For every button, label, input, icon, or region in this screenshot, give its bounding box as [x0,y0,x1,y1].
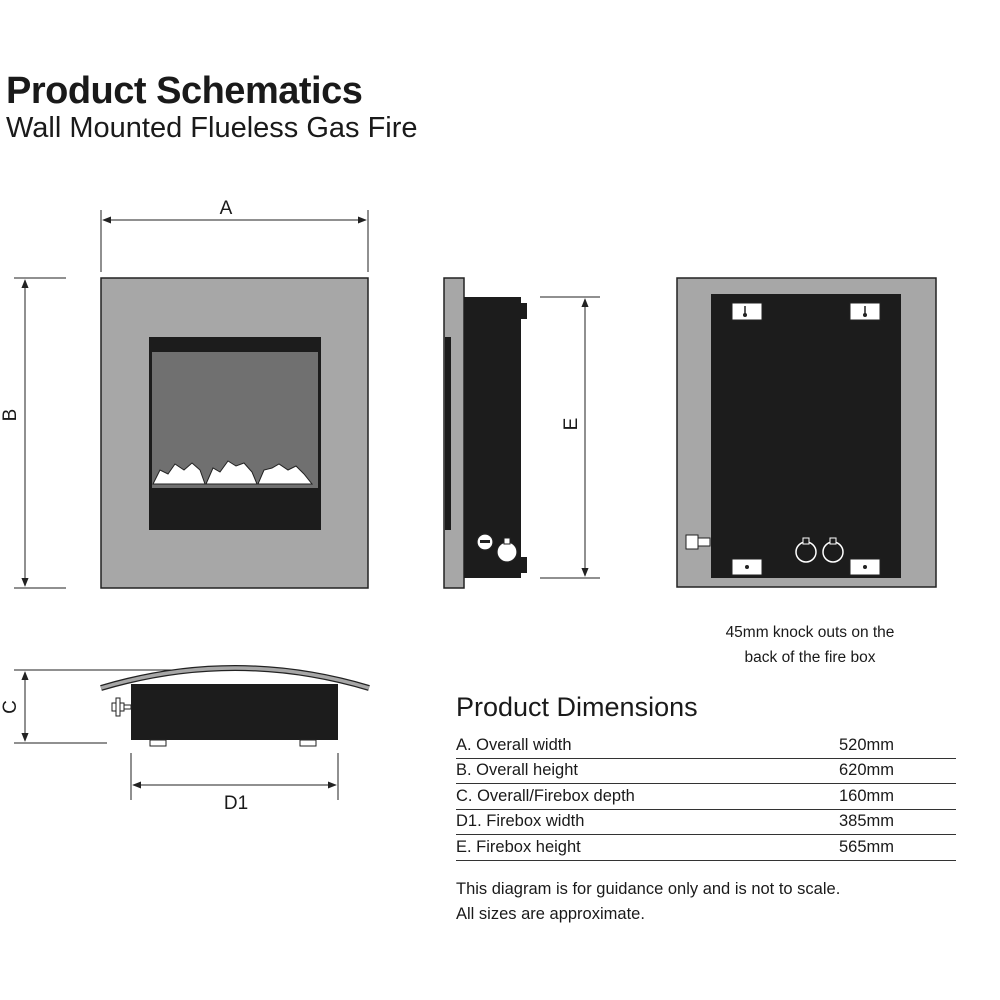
disclaimer-line2: All sizes are approximate. [456,905,645,923]
dimension-value: 160mm [758,784,956,810]
dimension-label: C. Overall/Firebox depth [456,784,758,810]
top-foot-right [300,740,316,746]
dimensions-table [456,733,956,861]
disclaimer [456,877,840,927]
dimension-label: E. Firebox height [456,835,758,861]
side-glass-edge [445,337,451,530]
label-b: B [0,408,21,422]
top-foot-left [150,740,166,746]
dimension-d1 [131,753,338,814]
back-firebox [711,294,901,578]
dimensions-title: Product Dimensions [456,692,698,722]
knockout-note [700,620,920,670]
dimension-value: 520mm [758,733,956,758]
dimension-e [540,297,600,578]
side-view [444,278,527,588]
back-gas-valve [686,535,698,549]
mount-bracket-top-left [732,303,762,320]
label-d1: D1 [223,793,249,814]
label-a: A [219,198,233,219]
dimension-label: B. Overall height [456,758,758,784]
side-bracket-bottom [521,557,527,573]
knockout-note-line2: back of the fire box [744,649,876,666]
dimension-label: A. Overall width [456,733,758,758]
top-firebox [131,684,338,740]
knockout-note-line1: 45mm knock outs on the [725,624,895,641]
label-c: C [0,700,21,714]
dimension-value: 565mm [758,835,956,861]
back-view [677,278,936,587]
dimension-label: D1. Firebox width [456,809,758,835]
page-subtitle: Wall Mounted Flueless Gas Fire [6,112,418,144]
side-bracket-top [521,303,527,319]
page-title: Product Schematics [6,70,363,112]
side-firebox [464,297,521,578]
dimension-value: 620mm [758,758,956,784]
dimension-row-c [456,784,956,810]
dimension-row-b [456,758,956,784]
dimension-b [0,278,66,588]
top-view [101,668,369,746]
dimension-row-e [456,835,956,861]
front-view [101,278,368,588]
label-e: E [561,417,582,431]
dimension-row-a [456,733,956,758]
dimension-row-d1 [456,809,956,835]
dimension-value: 385mm [758,809,956,835]
dimension-a [101,198,368,272]
disclaimer-line1: This diagram is for guidance only and is not to scale. [456,880,841,898]
side-knockout [497,542,517,562]
